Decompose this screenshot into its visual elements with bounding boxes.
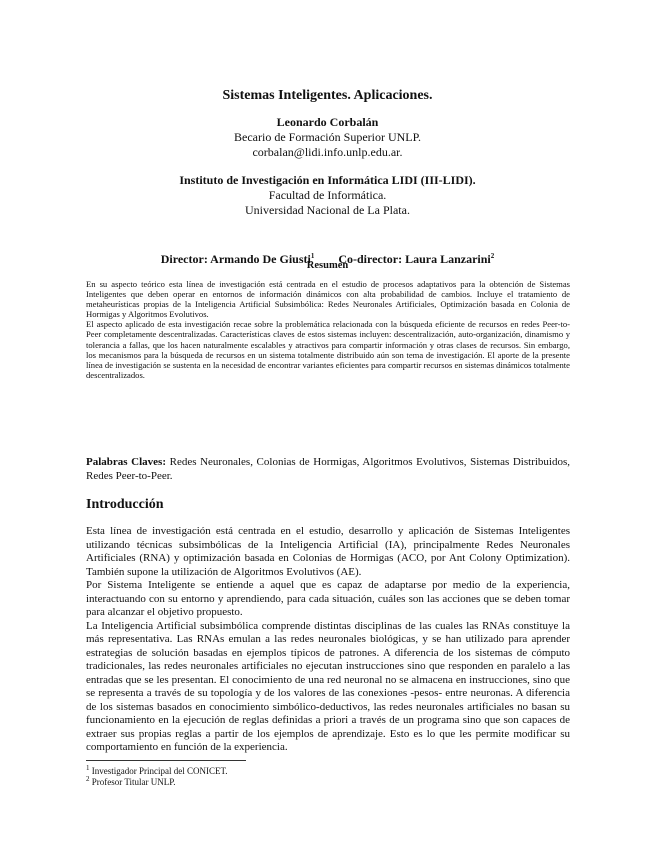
keywords-text: Redes Neuronales, Colonias de Hormigas, Algoritmos Evolutivos, Sistemas Distribuidos, Redes Peer-to-Peer. — [86, 456, 571, 482]
footnotes — [86, 766, 228, 788]
body-paragraph: La Inteligencia Artificial subsimbólica comprende distintas disciplinas de las cuales las RNAs constituye la más representativa. Las RNAs emulan a las redes neuronales biológicas, y se han utilizado para aprender estrategias de solución basadas en ejemplos típicos de patrones. A diferencia de los sistemas de cómputo tradicionales, las redes neuronales artificiales no ejecutan instrucciones sino que responden en paralelo a las entradas que se les presentan. El conocimiento de una red neuronal no se almacena en instrucciones, sino que se representa a través de su topología y de los valores de las conexiones -pesos- entre neuronas. A diferencia de los sistemas basados en conocimiento simbólico-deductivos, las redes neuronales artificiales no basan su funcionamiento en la ejecución de reglas definidas a priori a través de un programa sino que son capaces de extraer sus propias reglas a partir de los ejemplos de aprendizaje. Esto es lo que les permite modificar su comportamiento en función de la experiencia. — [86, 619, 570, 753]
university-name: Universidad Nacional de La Plata. — [245, 203, 410, 217]
footnote-text: Profesor Titular UNLP. — [91, 777, 176, 787]
director-name: Director: Armando De Giusti — [160, 252, 311, 266]
paper-title: Sistemas Inteligentes. Aplicaciones. — [222, 88, 433, 103]
director-footnote-mark: 1 — [310, 252, 315, 260]
author-name: Leonardo Corbalán — [276, 115, 379, 129]
footnote — [86, 777, 228, 788]
codirector-name: Co-director: Laura Lanzarini — [338, 252, 491, 266]
abstract — [86, 279, 570, 380]
faculty-name: Facultad de Informática. — [268, 188, 387, 202]
introduction-heading: Introducción — [86, 497, 164, 512]
footnote — [86, 766, 228, 777]
introduction-body — [86, 525, 570, 755]
institute-name: Instituto de Investigación en Informática LIDI (III-LIDI). — [179, 173, 476, 187]
author-position: Becario de Formación Superior UNLP. — [234, 130, 421, 144]
body-paragraph: Por Sistema Inteligente se entiende a aquel que es capaz de adaptarse por medio de la experiencia, interactuando con su entorno y aprendiendo, para cada situación, cuáles son las acciones que se deben tomar para alcanzar el objetivo propuesto. — [86, 579, 570, 618]
footnote-mark: 2 — [86, 775, 90, 783]
keywords-label: Palabras Claves: — [86, 456, 166, 468]
abstract-paragraph: En su aspecto teórico esta línea de investigación está centrada en el estudio de procesos adaptativos para la obtención de Sistemas Inteligentes que deben operar en entornos de información dinámicos con alta probabilidad de cambios. Incluye el tratamiento de metaheurísticas propias de la Inteligencia Artificial Subsimbólica: Redes Neuronales Artificiales, Optimización basada en Colonia de Hormigas y Algoritmos Evolutivos. — [86, 279, 570, 320]
footnote-text: Investigador Principal del CONICET. — [91, 766, 228, 776]
codirector-footnote-mark: 2 — [490, 252, 495, 260]
abstract-heading: Resumen — [306, 260, 349, 271]
footnote-mark: 1 — [86, 764, 90, 772]
keywords — [86, 455, 570, 483]
body-paragraph: Esta línea de investigación está centrada en el estudio, desarrollo y aplicación de Sistemas Inteligentes utilizando técnicas subsimbólicas de la Inteligencia Artificial (IA), principalmente Redes Neuronales Artificiales (RNA) y optimización basada en Colonias de Hormigas (ACO, por Ant Colony Optimization). También supone la utilización de Algoritmos Evolutivos (AE). — [86, 525, 570, 578]
footnote-divider — [86, 760, 246, 761]
author-email: corbalan@lidi.info.unlp.edu.ar. — [252, 145, 403, 159]
abstract-paragraph: El aspecto aplicado de esta investigación recae sobre la problemática relacionada con la búsqueda eficiente de recursos en redes Peer-to-Peer completamente descentralizadas. Características claves de estos sistemas incluyen: descentralización, auto-organización, dinamismo y tolerancia a fallas, que los hacen naturalmente escalables y atractivos para compartir información y otras clases de recursos. Sin embargo, los mecanismos para la búsqueda de recursos en un sistema totalmente distribuido aún son tema de investigación. El aporte de la presente línea de investigación se sustenta en la necesidad de encontrar variantes eficientes para compartir recursos en sistemas dinámicos totalmente descentralizados. — [86, 319, 570, 380]
